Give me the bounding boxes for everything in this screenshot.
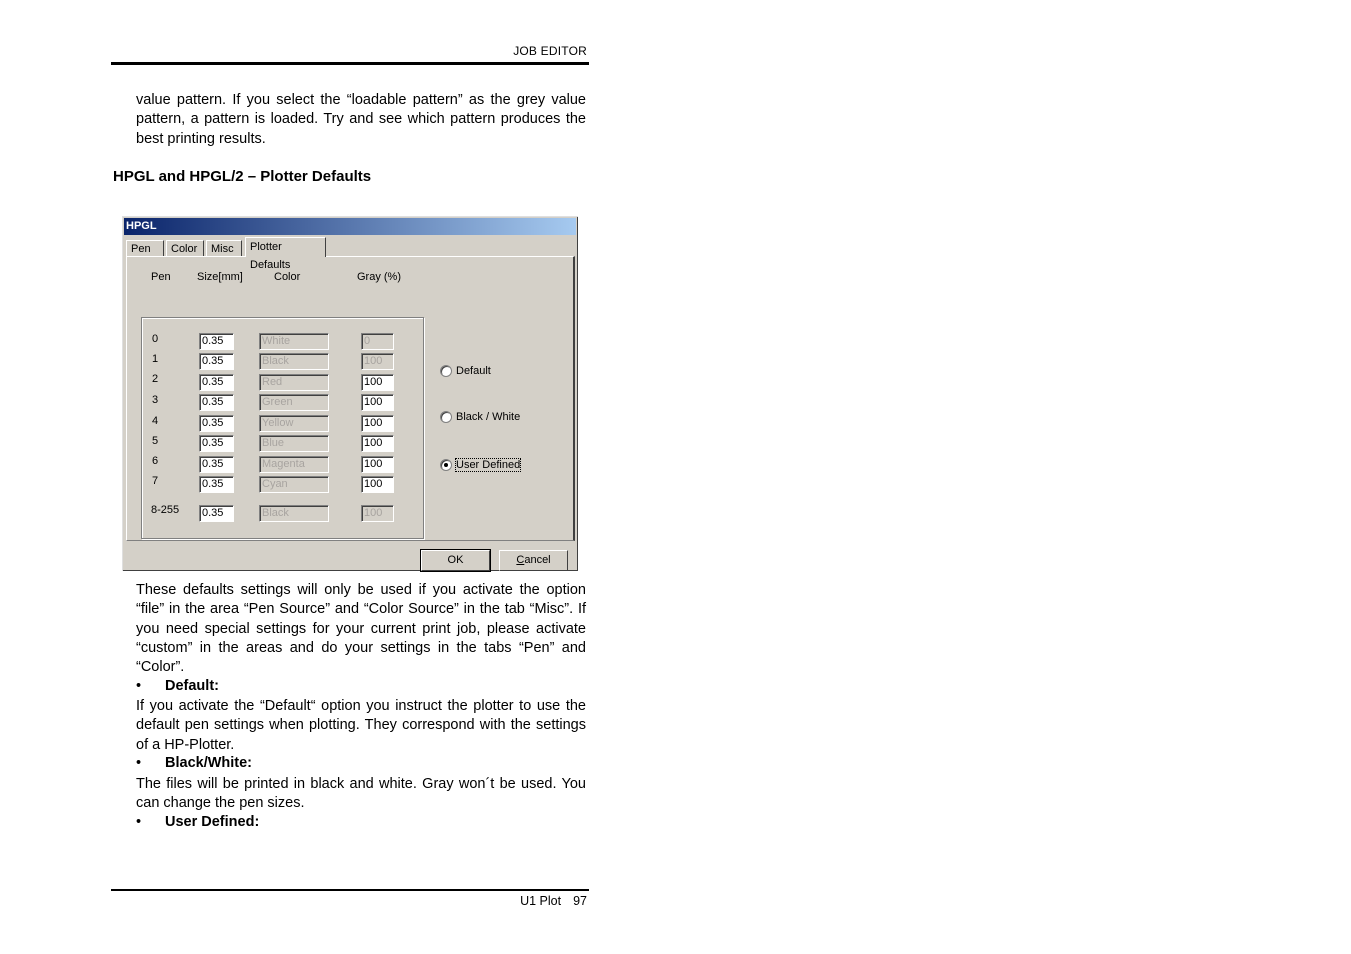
bullet-dot: • bbox=[136, 678, 142, 694]
page-number: 97 bbox=[573, 894, 587, 908]
gray-input: 0 bbox=[361, 333, 394, 350]
tab-plotter-defaults[interactable]: Plotter Defaults bbox=[245, 237, 326, 257]
size-input[interactable]: 0.35 bbox=[199, 333, 234, 350]
color-field: Yellow bbox=[259, 415, 329, 432]
pen-number: 3 bbox=[152, 394, 159, 406]
tab-pen[interactable]: Pen bbox=[126, 240, 164, 256]
pen-number: 6 bbox=[152, 455, 159, 467]
gray-input[interactable]: 100 bbox=[361, 394, 394, 411]
pen-number: 4 bbox=[152, 415, 159, 427]
bullet-black-white bbox=[136, 755, 252, 771]
column-header-color: Color bbox=[274, 271, 301, 283]
bullet-user-defined bbox=[136, 814, 259, 830]
size-input[interactable]: 0.35 bbox=[199, 435, 234, 452]
color-field: Magenta bbox=[259, 456, 329, 473]
column-header-pen: Pen bbox=[151, 271, 171, 283]
running-header: JOB EDITOR bbox=[513, 44, 587, 58]
size-input[interactable]: 0.35 bbox=[199, 353, 234, 370]
bullet-black-white-text: The files will be printed in black and white. Gray won´t be used. You can change the pen sizes. bbox=[136, 776, 586, 812]
pen-number: 7 bbox=[152, 475, 159, 487]
gray-input[interactable]: 100 bbox=[361, 374, 394, 391]
radio-circle[interactable] bbox=[440, 411, 452, 423]
tab-misc[interactable]: Misc bbox=[206, 240, 242, 256]
bullet-default-text: If you activate the “Default“ option you instruct the plotter to use the default pen settings when plotting. They correspond with the settings of a HP-Plotter. bbox=[136, 698, 586, 753]
color-field: White bbox=[259, 333, 329, 350]
bullet-dot: • bbox=[136, 814, 142, 830]
plotter-defaults-panel bbox=[126, 256, 575, 541]
radio-circle[interactable] bbox=[440, 459, 452, 471]
pen-number: 2 bbox=[152, 373, 159, 385]
size-input[interactable]: 0.35 bbox=[199, 476, 234, 493]
size-input[interactable]: 0.35 bbox=[199, 505, 234, 522]
size-input[interactable]: 0.35 bbox=[199, 456, 234, 473]
header-rule bbox=[111, 62, 589, 65]
bullet-title: User Defined: bbox=[165, 814, 260, 830]
footer-rule bbox=[111, 889, 589, 891]
radio-selected-dot bbox=[444, 463, 448, 467]
pen-number: 8-255 bbox=[151, 504, 180, 516]
color-field: Cyan bbox=[259, 476, 329, 493]
radio-user-defined-label: User Defined bbox=[456, 459, 521, 471]
gray-input: 100 bbox=[361, 505, 394, 522]
dialog-titlebar: HPGL bbox=[124, 218, 576, 235]
bullet-dot: • bbox=[136, 755, 142, 771]
defaults-paragraph: These defaults settings will only be used if you activate the option “file” in the area “Pen Source” and “Color Source” in the tab “Misc”. If you need special settings for your current print job, please activate “custom” in the areas and do your settings in the tabs “Pen” and “Color”. bbox=[136, 582, 586, 676]
pen-number: 5 bbox=[152, 435, 159, 447]
footer-product: U1 Plot bbox=[520, 894, 562, 908]
column-header-size: Size[mm] bbox=[197, 271, 243, 283]
gray-input[interactable]: 100 bbox=[361, 415, 394, 432]
size-input[interactable]: 0.35 bbox=[199, 394, 234, 411]
hpgl-dialog bbox=[122, 216, 578, 571]
gray-input[interactable]: 100 bbox=[361, 456, 394, 473]
ok-button[interactable]: OK bbox=[421, 550, 490, 571]
cancel-button[interactable]: Cancel bbox=[499, 550, 568, 571]
column-header-gray: Gray (%) bbox=[357, 271, 401, 283]
intro-paragraph: value pattern. If you select the “loadable pattern” as the grey value pattern, a pattern is loaded. Try and see which pattern produces the best printing results. bbox=[136, 92, 586, 147]
radio-default-label: Default bbox=[456, 365, 491, 377]
page-footer bbox=[480, 894, 587, 908]
gray-input[interactable]: 100 bbox=[361, 476, 394, 493]
size-input[interactable]: 0.35 bbox=[199, 374, 234, 391]
tab-color[interactable]: Color bbox=[166, 240, 204, 256]
color-field: Green bbox=[259, 394, 329, 411]
bullet-default bbox=[136, 678, 219, 694]
color-field: Black bbox=[259, 505, 329, 522]
bullet-title: Black/White: bbox=[165, 755, 253, 771]
color-field: Red bbox=[259, 374, 329, 391]
color-field: Black bbox=[259, 353, 329, 370]
size-input[interactable]: 0.35 bbox=[199, 415, 234, 432]
color-field: Blue bbox=[259, 435, 329, 452]
radio-circle[interactable] bbox=[440, 365, 452, 377]
pen-number: 1 bbox=[152, 353, 159, 365]
gray-input: 100 bbox=[361, 353, 394, 370]
bullet-title: Default: bbox=[165, 678, 219, 694]
radio-black-white-label: Black / White bbox=[456, 411, 521, 423]
pen-number: 0 bbox=[152, 333, 159, 345]
section-heading: HPGL and HPGL/2 – Plotter Defaults bbox=[113, 168, 372, 185]
gray-input[interactable]: 100 bbox=[361, 435, 394, 452]
